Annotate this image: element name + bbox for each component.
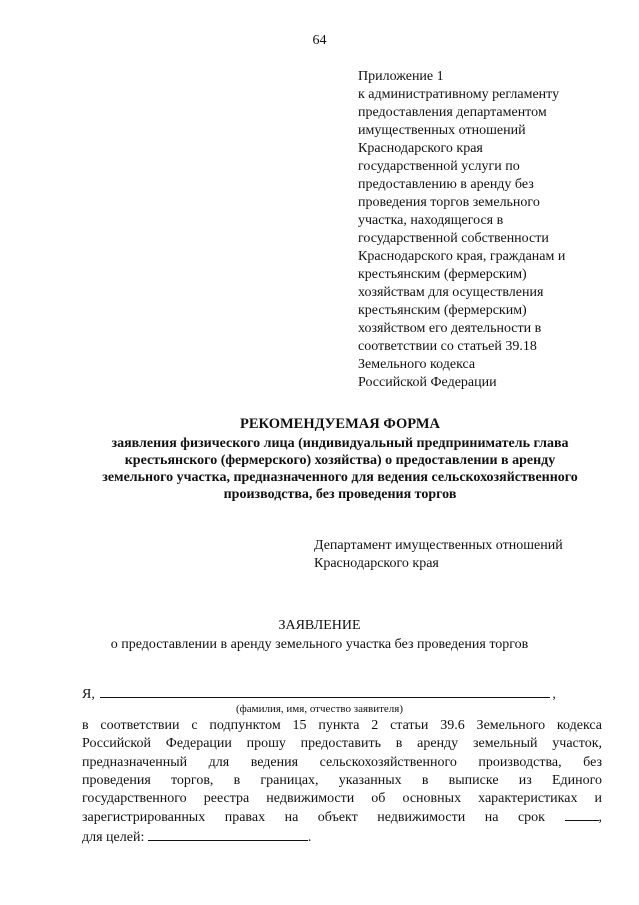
annex-line: предоставления департаментом	[358, 105, 547, 120]
body-line: предназначенный для ведения сельскохозяйственного производства, без	[82, 754, 602, 770]
purpose-label: для целей:	[82, 829, 145, 845]
body-term-line	[82, 808, 602, 827]
form-header	[60, 416, 620, 503]
annex-line: государственной собственности	[358, 231, 549, 246]
annex-line: предоставлению в аренду без	[358, 177, 534, 192]
applicant-prefix: Я,	[82, 687, 95, 702]
applicant-suffix: ,	[552, 687, 556, 702]
annex-line: участка, находящегося в	[358, 213, 504, 228]
annex-line: соответствии со статьей 39.18	[358, 339, 537, 354]
annex-line: Приложение 1	[358, 69, 444, 84]
annex-line: Краснодарского края, гражданам и	[358, 249, 566, 264]
form-title: РЕКОМЕНДУЕМАЯ ФОРМА	[240, 416, 440, 432]
annex-line: имущественных отношений	[358, 123, 526, 138]
annex-line: Земельного кодекса	[358, 357, 476, 372]
page-number: 64	[312, 33, 327, 48]
form-description-line: земельного участка, предназначенного для ведения сельскохозяйственного	[102, 470, 578, 485]
recipient-line: Краснодарского края	[314, 556, 439, 571]
annex-line: государственной услуги по	[358, 159, 520, 174]
recipient-block	[314, 537, 614, 573]
body-line: в соответствии с подпунктом 15 пункта 2 статьи 39.6 Земельного кодекса	[82, 718, 602, 733]
body-line: государственного реестра недвижимости об основных характеристиках и	[82, 791, 602, 807]
statement-title: ЗАЯВЛЕНИЕ	[278, 618, 361, 633]
annex-line: проведения торгов земельного	[358, 195, 540, 210]
form-description-line: производства, без проведения торгов	[223, 487, 457, 502]
applicant-line	[82, 684, 602, 704]
body-purpose-line	[82, 828, 602, 847]
term-end: ,	[598, 810, 602, 826]
applicant-caption: (фамилия, имя, отчество заявителя)	[235, 703, 404, 715]
applicant-name-field[interactable]	[100, 684, 550, 698]
annex-line: хозяйством его деятельности в	[358, 321, 542, 336]
term-text: зарегистрированных правах на объект недвижимости на срок	[82, 810, 545, 826]
annex-line: Российской Федерации	[358, 375, 497, 390]
annex-line: крестьянским (фермерским)	[358, 303, 527, 318]
annex-line: к административному регламенту	[358, 87, 560, 102]
form-description-line: заявления физического лица (индивидуальный предприниматель глава	[111, 436, 569, 451]
annex-block	[358, 68, 628, 392]
annex-line: Краснодарского края	[358, 141, 483, 156]
form-description-line: крестьянского (фермерского) хозяйства) о предоставлении в аренду	[124, 453, 556, 468]
purpose-field[interactable]	[148, 828, 308, 841]
annex-line: хозяйствам для осуществления	[358, 285, 544, 300]
statement-body	[82, 717, 602, 847]
body-line: Российской Федерации прошу предоставить в аренду земельный участок,	[82, 736, 602, 752]
annex-line: крестьянским (фермерским)	[358, 267, 527, 282]
body-line: проведения торгов, в границах, указанных в выписке из Единого	[82, 772, 602, 788]
term-field[interactable]	[565, 808, 599, 821]
recipient-line: Департамент имущественных отношений	[314, 538, 563, 553]
statement-subtitle: о предоставлении в аренду земельного участка без проведения торгов	[110, 637, 529, 652]
purpose-end: .	[307, 829, 312, 845]
